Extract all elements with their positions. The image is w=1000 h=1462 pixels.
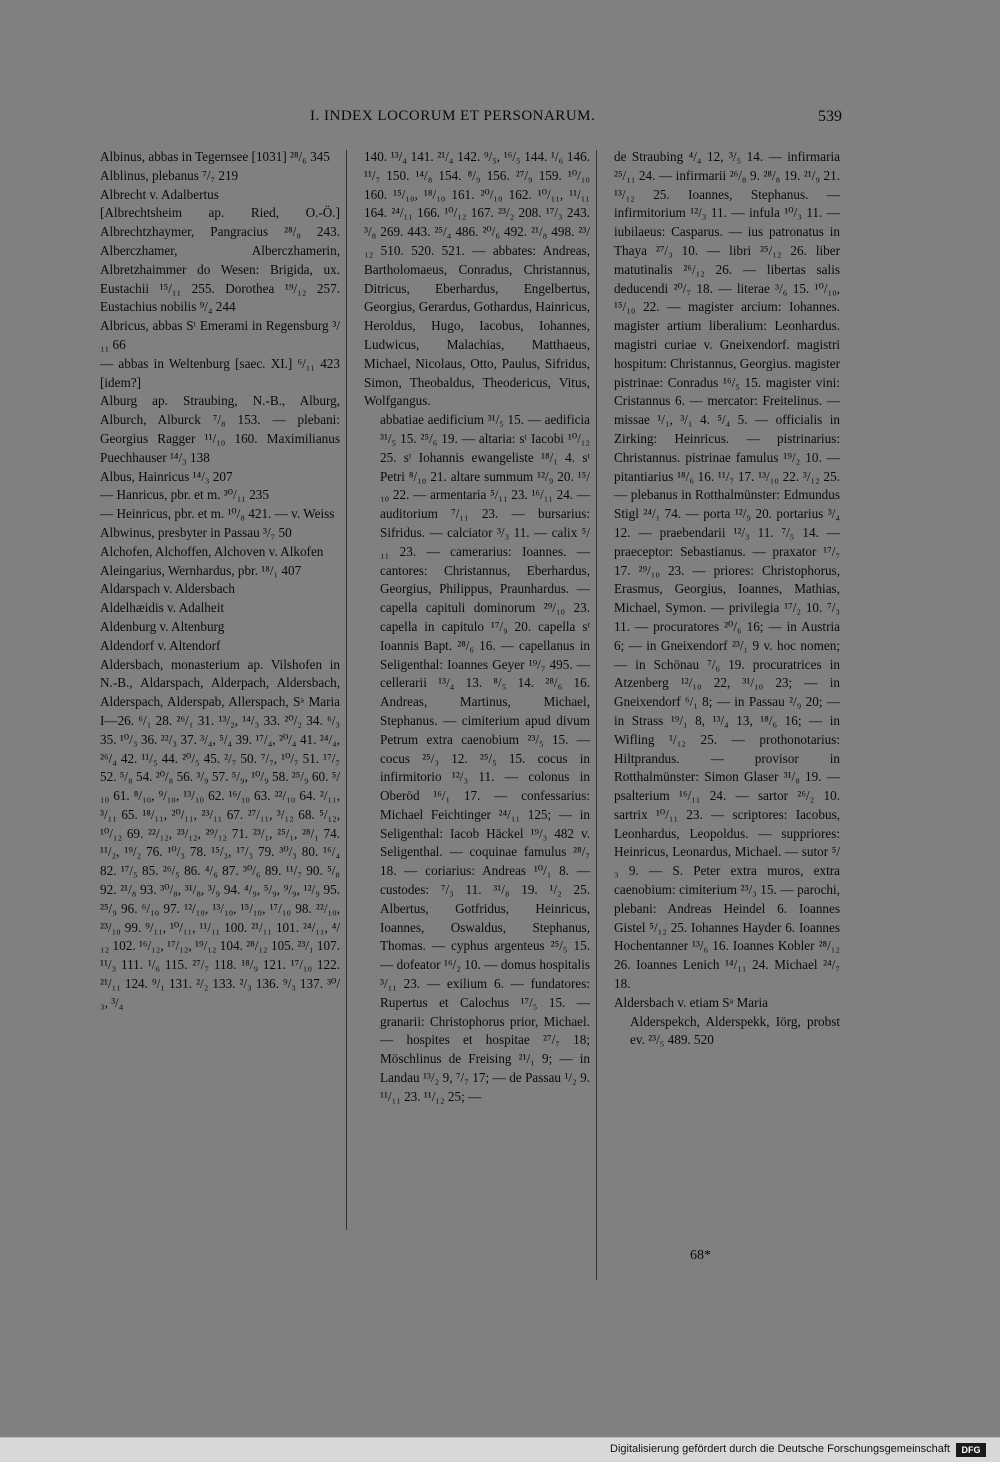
index-entry: — Hanricus, pbr. et m. ³⁰/₁₁ 235 <box>100 487 269 503</box>
running-title: I. INDEX LOCORUM ET PERSONARUM. <box>310 108 596 124</box>
index-entry: Albinus, abbas in Tegernsee [1031] ²⁸/₆ 345 <box>100 149 330 164</box>
index-entry: [Albrechtsheim ap. Ried, O.-Ö.] Albrechtzhaymer, Pangracius ²⁸/₈ 243. Alberczhamer, Alberczhamerin, Albretzhaimmer do Wesen: Brigida, ux. Eustachii ¹⁵/₁₁ 255. Dorothea ¹⁹/₁₂ 257. Eustachius nobilis ⁹/₄ 244 <box>100 205 340 315</box>
index-entry: 140. ¹³/₄ 141. ²¹/₄ 142. ⁹/₅, ¹⁶/₅ 144. ¹/₆ 146. ¹¹/₇ 150. ¹⁴/₈ 154. ⁸/₉ 156. ²⁷/₉ 159. ¹⁰/₁₀ 160. ¹⁵/₁₀, ¹⁸/₁₀ 161. ²⁰/₁₀ 162. ¹⁰/₁₁, ¹¹/₁₁ 164. ²⁴/₁₁ 166. ¹⁰/₁₂ 167. ²³/₂ 208. ¹⁷/₃ 243. ³/₈ 269. 443. ²⁵/₄ 486. ²⁰/₆ 492. ²¹/₈ 498. ²³/₁₂ 510. 520. 521. — abbates: Andreas, Bartholomaeus, Conradus, Christannus, Ditricus, Eberhardus, Engelbertus, Georgius, Gerardus, Gothardus, Hainricus, Heroldus, Hugo, Iacobus, Iohannes, Ludwicus, Malachias, Matthaeus, Michael, Nicolaus, Otto, Paulus, Sifridus, Simon, Theobaldus, Theodericus, Vitus, Wolfgangus. <box>364 149 590 409</box>
index-entry: Albricus, abbas Sᵗ Emerami in Regensburg ³/₁₁ 66 <box>100 318 340 352</box>
index-entry: Aldersbach, monasterium ap. Vilshofen in N.-B., Aldarspach, Alderpach, Aldersbach, Alderspach, Alderspab, Allerspach, Sᵃ Maria I—26. ⁶/₁ 28. ²⁶/₁ 31. ¹³/₂, ¹⁴/₃ 33. ²⁰/₂ 34. ⁶/₃ 35. ¹⁰/₃ 36. ²²/₃ 37. ³/₄, ⁵/₄ 39. ¹⁷/₄, ²⁰/₄ 41. ²⁴/₄, ²⁶/₄ 42. ¹¹/₅ 44. ²⁰/₅ 45. ²/₇ 50. ⁷/₇, ¹⁰/₇ 51. ¹⁷/₇ 52. ⁵/₈ 54. ²⁰/₈ 56. ³/₉ 57. ⁵/₉, ¹⁰/₉ 58. ²⁵/₉ 60. ⁵/₁₀ 61. ⁸/₁₀, ⁹/₁₀, ¹³/₁₀ 62. ¹⁶/₁₀ 63. ²²/₁₀ 64. ²/₁₁, ³/₁₁ 65. ¹⁸/₁₁, ²⁰/₁₁, ²³/₁₁ 67. ²⁷/₁₁, ³/₁₂ 68. ⁵/₁₂, ¹⁰/₁₂ 69. ²²/₁₂, ²³/₁₂, ²⁹/₁₂ 71. ²³/₁, ²⁵/₁, ²⁸/₁ 74. ¹¹/₂, ¹⁹/₂ 76. ¹⁰/₃ 78. ¹⁵/₃, ¹⁷/₃ 79. ³⁰/₃ 80. ¹⁶/₄ 82. ¹⁷/₅ 85. ²⁶/₅ 86. ⁴/₆ 87. ³⁰/₆ 89. ¹¹/₇ 90. ⁵/₈ 92. ²¹/₈ 93. ³⁰/₈, ³¹/₈, ³/₉ 94. ⁴/₉, ⁵/₉, ⁹/₉, ¹²/₉ 95. ²⁵/₉ 96. ⁶/₁₀ 97. ¹²/₁₀, ¹³/₁₀, ¹⁵/₁₀, ¹⁷/₁₀ 98. ²²/₁₀, ²³/₁₀ 99. ⁹/₁₁, ¹⁰/₁₁, ¹¹/₁₁ 100. ²¹/₁₁ 101. ²⁴/₁₁, ⁴/₁₂ 102. ¹⁶/₁₂, ¹⁷/₁₂, ¹⁹/₁₂ 104. ²⁸/₁₂ 105. ²³/₁ 107. ¹¹/₃ 111. ¹/₆ 115. ²⁷/₇ 118. ¹⁸/₉ 121. ¹⁷/₁₀ 122. ²¹/₁₁ 124. ⁹/₁ 131. ²/₂ 133. ²/₃ 136. ⁹/₃ 137. ³⁰/₃, ³/₄ <box>100 656 340 1010</box>
index-entry: Alchofen, Alchoffen, Alchoven v. Alkofen <box>100 543 324 559</box>
index-entry: Albus, Hainricus ¹⁴/₃ 207 <box>100 468 233 484</box>
index-entry: Aldersbach v. etiam Sᵃ Maria <box>614 994 768 1010</box>
footer-bar <box>0 1437 1000 1462</box>
index-entry: Aldarspach v. Aldersbach <box>100 581 236 597</box>
index-entry: Aldelhæidis v. Adalheit <box>100 600 225 616</box>
index-entry: Alderspekch, Alderspekk, Iörg, probst ev. ²³/₅ 489. 520 <box>630 1013 840 1048</box>
index-entry: Aleingarius, Wernhardus, pbr. ¹⁸/₁ 407 <box>100 562 302 578</box>
page-header <box>100 108 842 132</box>
index-entry: Alblinus, plebanus ⁷/₇ 219 <box>100 167 239 183</box>
column-divider <box>346 150 347 1230</box>
dfg-logo: DFG <box>956 1443 986 1457</box>
page-number: 539 <box>818 108 842 125</box>
sheet-signature: 68* <box>690 1248 711 1263</box>
index-entry: Alburg ap. Straubing, N.-B., Alburg, Alburch, Alburck ⁷/₈ 153. — plebani: Georgius Ragger ¹¹/₁₀ 160. Maximilianus Puechhauser ¹⁴/₃ 138 <box>100 393 340 465</box>
index-column-1 <box>100 148 340 1013</box>
index-entry: Aldendorf v. Altendorf <box>100 637 221 653</box>
column-divider <box>596 150 597 1280</box>
index-entry: Albrecht v. Adalbertus <box>100 186 219 202</box>
index-entry: — Heinricus, pbr. et m. ¹⁰/₈ 421. — v. Weiss <box>100 506 335 522</box>
index-column-2 <box>364 148 590 1107</box>
funding-credit: Digitalisierung gefördert durch die Deutsche Forschungsgemeinschaft <box>610 1443 950 1455</box>
index-entry: de Straubing ⁴/₄ 12, ³/₅ 14. — infirmaria ²⁵/₁₁ 24. — infirmarii ²⁶/₈ 9. ²⁸/₈ 19. ²¹/₉ 21. ¹³/₁₂ 25. Ioannes, Stephanus. — infirmitorium ¹²/₃ 11. — infula ¹⁰/₃ 11. — iubilaeus: Casparus. — ius patronatus in Thaya ²⁷/₃ 10. — libri ²⁵/₁₂ 26. liber matutinalis ²⁶/₁₂ 26. — libertas salis deducendi ²⁰/₇ 18. — literae ³/₆ 15. ¹⁰/₁₀, ¹⁵/₁₀ 22. — magister arcium: Iohannes. magister artium liberalium: Leonhardus. magistri curiae v. Gneixendorf. magistri hospitum: Christannus, Georgius. magister pistrinae: Conradus ¹⁶/₅ 15. magister vini: Cristannus 6. — mercator: Freitelinus. — missae ¹/₁, ³/₁ 4. ⁵/₄ 5. — officialis in Zirking: Heinricus. — pistrinarius: Christannus. pistrinae famulus ¹⁹/₂ 10. — pitantiarius ¹⁸/₆ 16. ¹¹/₇ 17. ¹³/₁₀ 22. ³/₁₂ 25. — plebanus in Rotthalmünster: Edmundus Stigl ²⁴/₁ 74. — porta ¹²/₉ 20. portarius ³/₄ 12. — praebendarii ¹²/₃ 11. ⁷/₅ 14. — praeceptor: Sebastianus. — praxator ¹⁷/₇ 17. ²⁹/₁₀ 23. — priores: Christophorus, Erasmus, Georgius, Ioannes, Mathias, Michael, Symon. — privilegia ¹⁷/₂ 10. ⁷/₃ 11. — procuratores ²⁰/₆ 16; — in Austria 6; — in Gneixendorf ²³/₁ 9 v. hoc nomen; — in Schönau ⁷/₆ 19. procuratrices in Atzenberg ¹²/₁₀ 22, ³¹/₁₀ 23; — in Gneixendorf ⁶/₁ 8; — in Passau ²/₉ 20; — in Strass ¹⁹/₁ 8, ¹³/₄ 13, ¹⁸/₆ 16; — in Wifling ¹/₁₂ 25. — prothonotarius: Hiltprandus. — provisor in Rotthalmünster: Simon Glaser ³¹/₈ 19. — psalterium ¹⁶/₁₁ 24. — sartor ²⁶/₂ 10. sartrix ¹⁰/₁₁ 23. — scriptores: Iacobus, Leonhardus, Leopoldus. — suppriores: Heinricus, Leonardus, Michael. — sutor ⁵/₃ 9. — S. Peter extra muros, extra caenobium: cimiterium ²³/₃ 15. — parochi, plebani: Andreas Heindel 6. Ioannes Gistel ⁵/₁₂ 25. Iohannes Hayder 6. Ioannes Hochentanner ¹³/₆ 16. Ioannes Kobler ²⁸/₁₂ 26. Ioannes Lenich ¹⁴/₁₁ 24. Michael ²⁴/₇ 18. <box>614 149 840 992</box>
index-column-3 <box>614 148 840 1050</box>
index-entry: abbatiae aedificium ³¹/₅ 15. — aedificia ³¹/₅ 15. ²⁵/₆ 19. — altaria: sᵗ Iacobi ¹⁰/₁₂ 25. sᵗ Iohannis ewangeliste ¹⁸/₁ 4. sᵗ Petri ⁸/₁₀ 21. altare summum ¹²/₉ 20. ¹⁵/₁₀ 22. — armentaria ⁵/₁₁ 23. ¹⁶/₁₁ 24. — auditorium ⁷/₁₁ 23. — bursarius: Sifridus. — calciator ³/₃ 11. — calix ⁵/₁₁ 23. — camerarius: Ioannes. — cantores: Christannus, Eberhardus, Georgius, Philippus, Praunhardus. — capella capituli dominorum ²⁹/₁₀ 23. capella in capitulo ¹⁷/₉ 20. capella sᵗ Ioannis Bapt. ²⁸/₆ 16. — capellanus in Seligenthal: Ioannes Geyer ¹⁹/₇ 495. — cellerarii ¹³/₄ 13. ⁸/₅ 14. ²⁸/₆ 16. Andreas, Martinus, Michael, Stephanus. — cimiterium apud divum Petrum extra caenobium ²³/₅ 15. — cocus ²⁵/₃ 12. ²⁵/₅ 15. cocus in infirmitorio ¹²/₃ 11. — colonus in Oberöd ¹⁶/₁ 17. — confessarius: Michael Feichtinger ²⁴/₁₁ 125; — in Seligenthal: Iacob Häckel ¹⁹/₃ 482 v. Seligenthal. — coquinae famulus ²⁸/₇ 18. — coriarius: Andreas ¹⁰/₁ 8. — custodes: ⁷/₃ 11. ³¹/₈ 19. ¹/₂ 25. Albertus, Gotfridus, Heinricus, Ioannes, Oswaldus, Stephanus, Thomas. — cyphus argenteus ²⁵/₅ 15. — dofeator ¹⁶/₂ 10. — domus hospitalis ³/₁₁ 23. — exilium 6. — fundatores: Rupertus et Calochus ¹⁷/₅ 15. — granarii: Christophorus prior, Michael. — hospites et hospitae ²⁷/₇ 18; Möschlinus de Freising ²¹/₁ 9; — in Landau ¹³/₂ 9, ⁷/₇ 17; — de Passau ¹/₂ 9. ¹¹/₁₁ 23. ¹¹/₁₂ 25; — <box>380 412 590 1104</box>
index-entry: Aldenburg v. Altenburg <box>100 618 225 634</box>
index-entry: — abbas in Weltenburg [saec. XI.] ⁶/₁₁ 423 [idem?] <box>100 355 340 390</box>
index-entry: Albwinus, presbyter in Passau ³/₇ 50 <box>100 524 292 540</box>
